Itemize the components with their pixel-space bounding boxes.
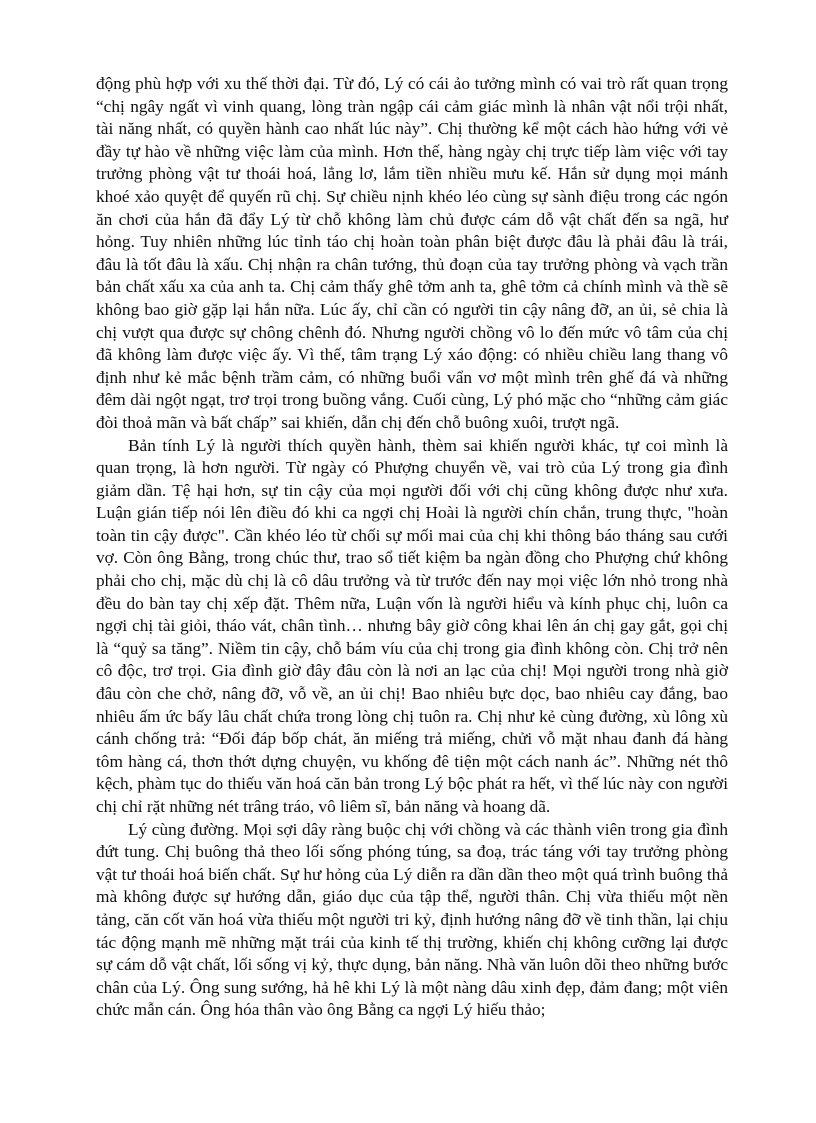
body-text	[96, 73, 728, 1022]
paragraph-3: Lý cùng đường. Mọi sợi dây ràng buộc chị với chồng và các thành viên trong gia đình đứt tung. Chị buông thả theo lối sống phóng túng, sa đoạ, trác táng với tay trưởng phòng vật tư thoái hoá biến chất. Sự hư hỏng của Lý diễn ra dần dần theo một quá trình buông thả mà không được sự hướng dẫn, giáo dục của tập thể, người thân. Chị vừa thiếu một nền tảng, căn cốt văn hoá vừa thiếu một người tri kỷ, định hướng nâng đỡ về tinh thần, lại chịu tác động mạnh mẽ những mặt trái của kinh tế thị trường, khiến chị không cưỡng lại được sự cám dỗ vật chất, lối sống vị kỷ, thực dụng, bản năng. Nhà văn luôn dõi theo những bước chân của Lý. Ông sung sướng, hả hê khi Lý là một nàng dâu xinh đẹp, đảm đang; một viên chức mẫn cán. Ông hóa thân vào ông Bằng ca ngợi Lý hiếu thảo;	[96, 819, 728, 1020]
paragraph-1: động phù hợp với xu thế thời đại. Từ đó, Lý có cái ảo tưởng mình có vai trò rất quan trọng “chị ngây ngất vì vinh quang, lòng tràn ngập cái cảm giác mình là nhân vật nổi trội nhất, tài năng nhất, có quyền hành cao nhất lúc này”. Chị thường kể một cách hào hứng với vẻ đầy tự hào về những việc làm của mình. Hơn thế, hàng ngày chị trực tiếp làm việc với tay trưởng phòng vật tư thoái hoá, lẳng lơ, lắm tiền nhiều mưu kế. Hắn sử dụng mọi mánh khoé xảo quyệt để quyến rũ chị. Sự chiều nịnh khéo léo cùng sự sành điệu trong các ngón ăn chơi của hắn đã đẩy Lý từ chỗ không làm chủ được cám dỗ vật chất đến sa ngã, hư hỏng. Tuy nhiên những lúc tỉnh táo chị hoàn toàn phân biệt được đâu là phải đâu là trái, đâu là tốt đâu là xấu. Chị nhận ra chân tướng, thủ đoạn của tay trưởng phòng và vạch trần bản chất xấu xa của anh ta. Chị cảm thấy ghê tởm anh ta, ghê tởm cả chính mình và thề sẽ không bao giờ gặp lại hắn nữa. Lúc ấy, chỉ cần có người tin cậy nâng đỡ, an ủi, sẻ chia là chị vượt qua được sự chông chênh đó. Nhưng người chồng vô lo đến mức vô tâm của chị đã không làm được việc ấy. Vì thế, tâm trạng Lý xáo động: có nhiều chiều lang thang vô định như kẻ mắc bệnh trầm cảm, có những buổi vẩn vơ một mình trên ghế đá và những đêm dài ngột ngạt, trơ trọi trong buồng vắng. Cuối cùng, Lý phó mặc cho “những cảm giác đòi thoả mãn và bất chấp” sai khiến, dẫn chị đến chỗ buông xuôi, trượt ngã.	[96, 74, 728, 432]
paragraph-2: Bản tính Lý là người thích quyền hành, thèm sai khiến người khác, tự coi mình là quan trọng, là hơn người. Từ ngày có Phượng chuyển về, vai trò của Lý trong gia đình giảm dần. Tệ hại hơn, sự tin cậy của mọi người đối với chị cũng không được như xưa. Luận gián tiếp nói lên điều đó khi ca ngợi chị Hoài là người chín chắn, trung thực, "hoàn toàn tin cậy được". Cần khéo léo từ chối sự mối mai của chị khi thông báo tháng sau cưới vợ. Còn ông Bằng, trong chúc thư, trao sổ tiết kiệm ba ngàn đồng cho Phượng chứ không phải cho chị, mặc dù chị là cô dâu trưởng và từ trước đến nay mọi việc lớn nhỏ trong nhà đều do bàn tay chị xếp đặt. Thêm nữa, Luận vốn là người hiểu và kính phục chị, luôn ca ngợi chị tài giỏi, tháo vát, chân tình… nhưng bây giờ công khai lên án chị gay gắt, gọi chị là “quỷ sa tăng”. Niềm tin cậy, chỗ bám víu của chị trong gia đình không còn. Chị trở nên cô độc, trơ trọi. Gia đình giờ đây đâu còn là nơi an lạc của chị! Mọi người trong nhà giờ đâu còn che chở, nâng đỡ, vỗ về, an ủi chị! Bao nhiêu bực dọc, bao nhiêu cay đắng, bao nhiêu ấm ức bấy lâu chất chứa trong lòng chị tuôn ra. Chị như kẻ cùng đường, xù lông xù cánh chống trả: “Đối đáp bốp chát, ăn miếng trả miếng, chửi vỗ mặt nhau đanh đá hàng tôm hàng cá, thơn thớt dựng chuyện, vu khống đê tiện một cách nanh ác”. Những nét thô kệch, phàm tục do thiếu văn hoá căn bản trong Lý bộc phát ra hết, vì thế lúc này con người chị chỉ rặt những nét trâng tráo, vô liêm sĩ, bản năng và hoang dã.	[96, 435, 728, 816]
